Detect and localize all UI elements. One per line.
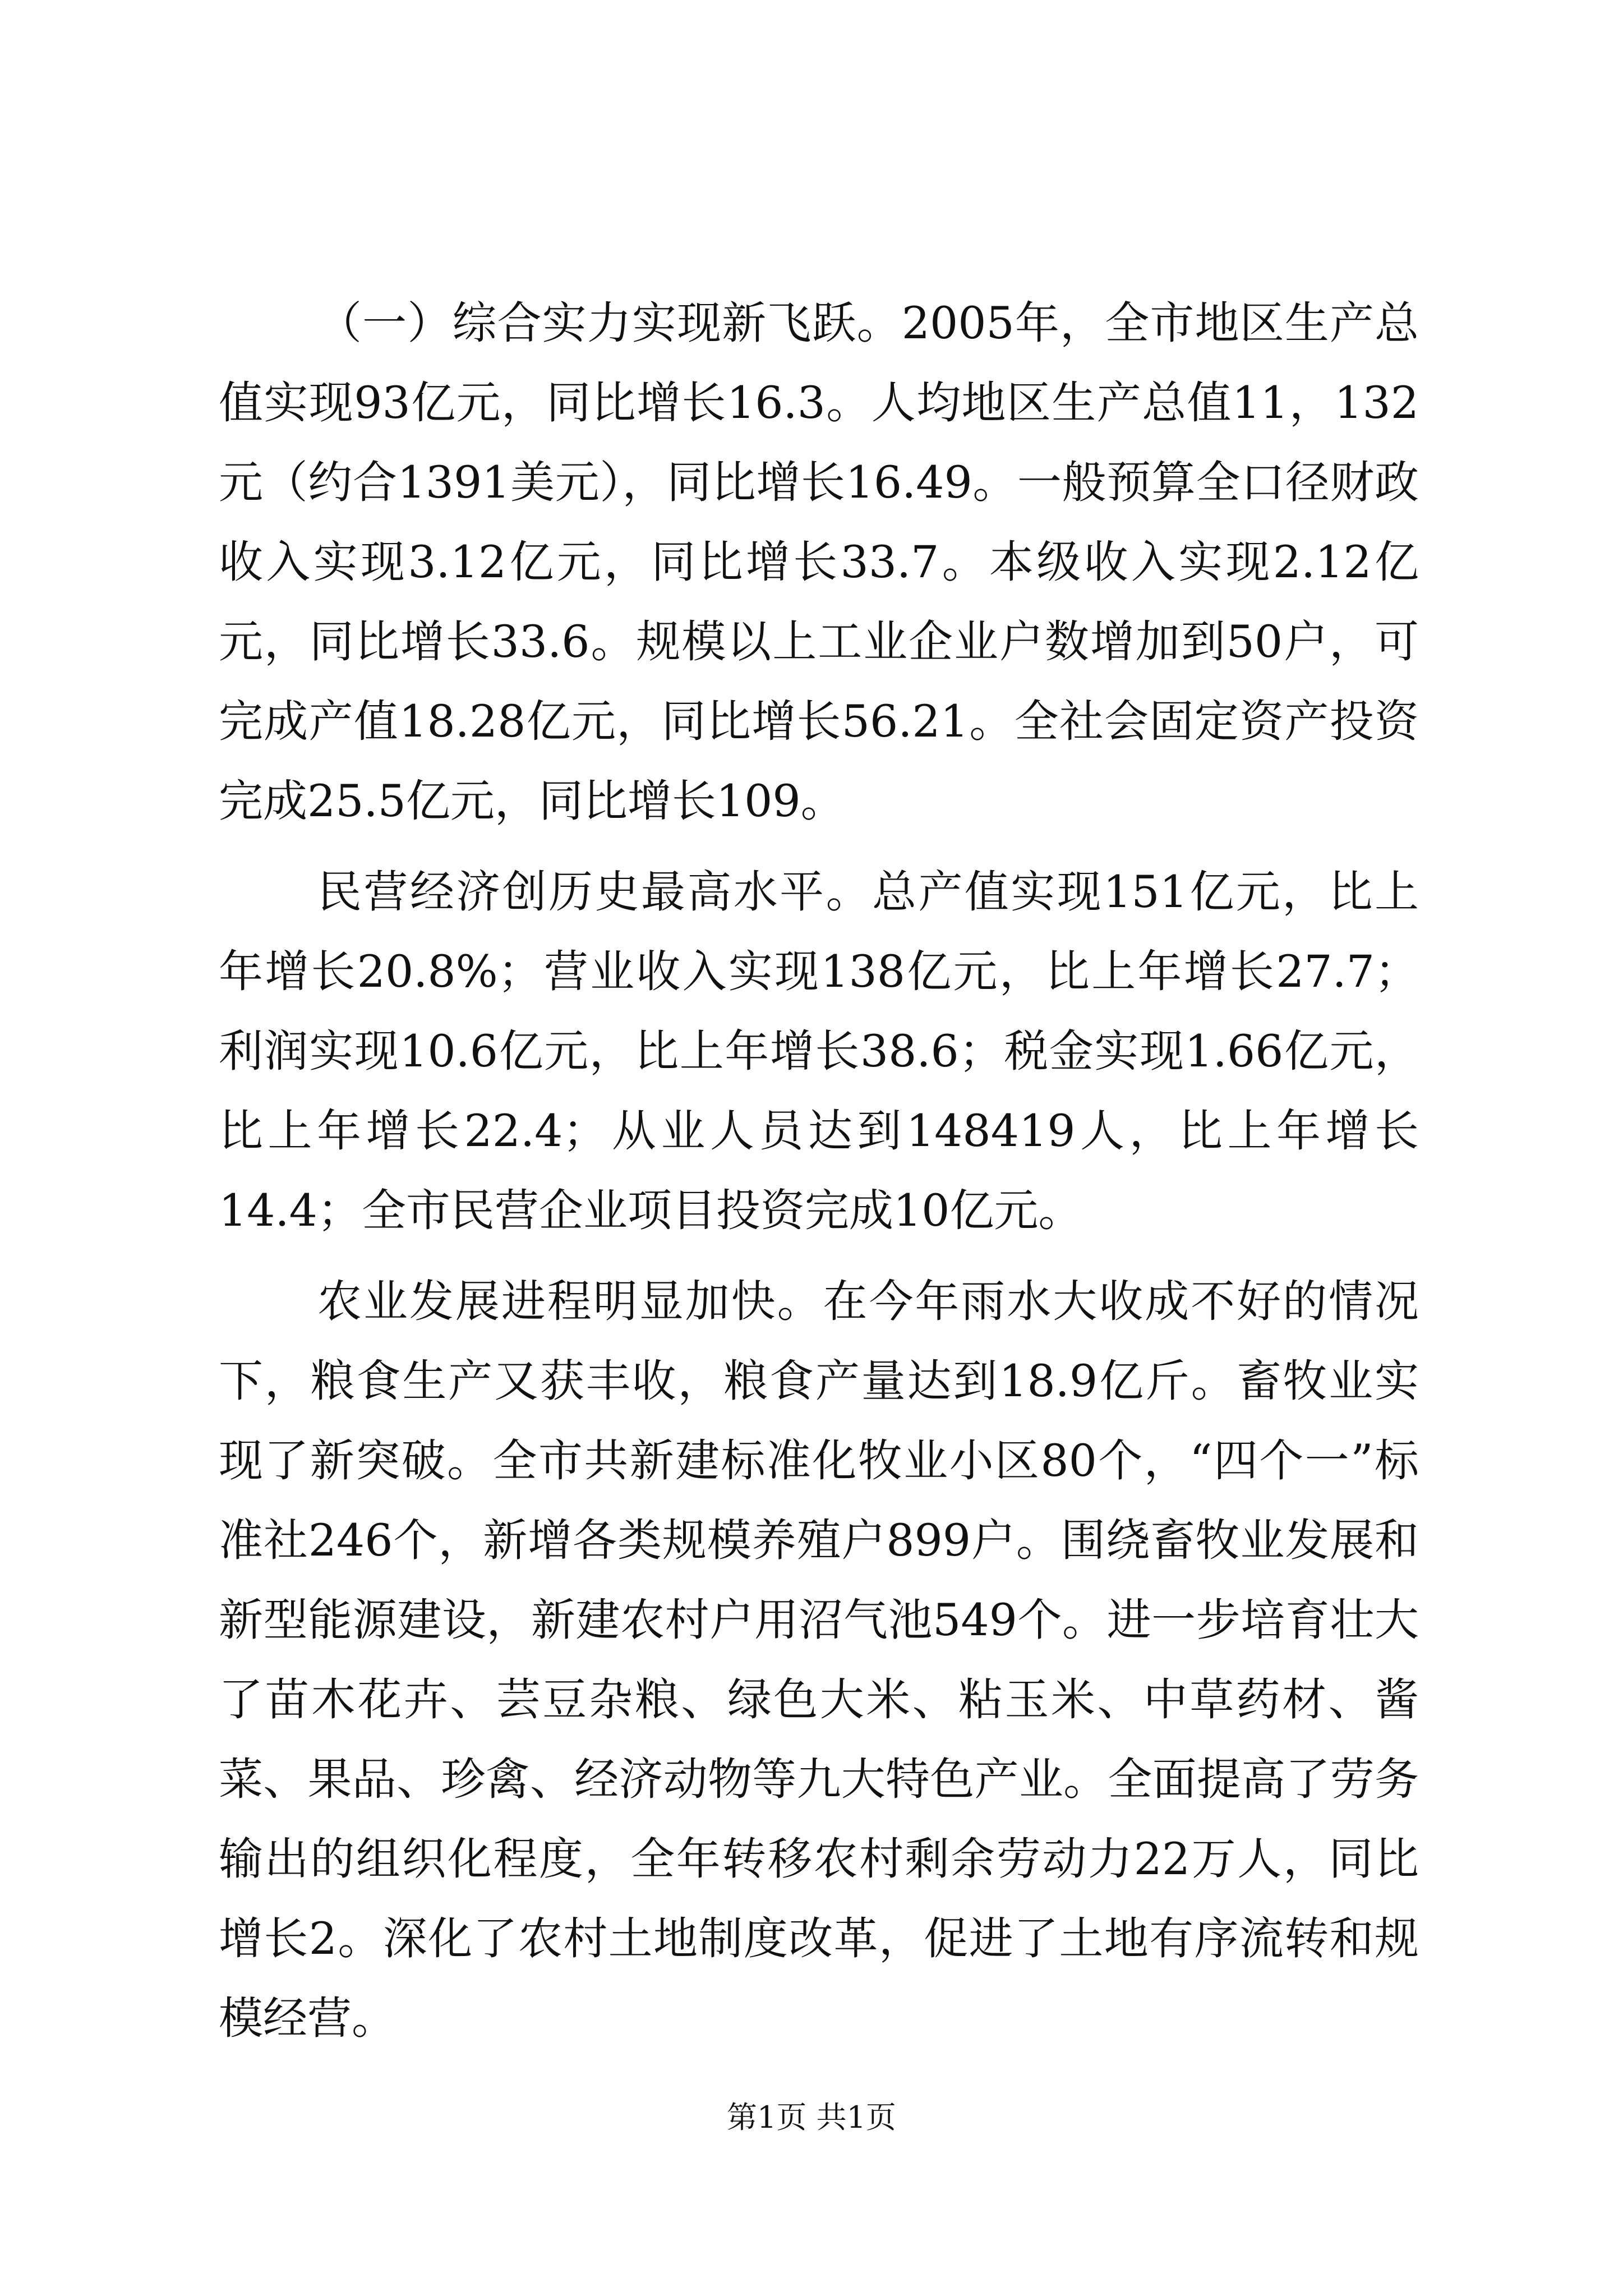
document-body xyxy=(219,283,1419,2069)
paragraph-comprehensive-strength: （一）综合实力实现新飞跃。2005年，全市地区生产总值实现93亿元，同比增长16.3。人均地区生产总值11，132元（约合1391美元），同比增长16.49。一般预算全口径财政收入实现3.12亿元，同比增长33.7。本级收入实现2.12亿元，同比增长33.6。规模以上工业企业户数增加到50户，可完成产值18.28亿元，同比增长56.21。全社会固定资产投资完成25.5亿元，同比增长109。 xyxy=(219,297,1419,827)
page-footer: 第1页 共1页 xyxy=(727,2100,896,2135)
paragraph-agriculture: 农业发展进程明显加快。在今年雨水大收成不好的情况下，粮食生产又获丰收，粮食产量达到18.9亿斤。畜牧业实现了新突破。全市共新建标准化牧业小区80个，“四个一”标准社246个，新增各类规模养殖户899户。围绕畜牧业发展和新型能源建设，新建农村户用沼气池549个。进一步培育壮大了苗木花卉、芸豆杂粮、绿色大米、粘玉米、中草药材、酱菜、果品、珍禽、经济动物等九大特色产业。全面提高了劳务输出的组织化程度，全年转移农村剩余劳动力22万人，同比增长2。深化了农村土地制度改革，促进了土地有序流转和规模经营。 xyxy=(219,1276,1419,2044)
paragraph-private-economy: 民营经济创历史最高水平。总产值实现151亿元，比上年增长20.8%；营业收入实现138亿元，比上年增长27.7；利润实现10.6亿元，比上年增长38.6；税金实现1.66亿元，比上年增长22.4；从业人员达到148419人，比上年增长14.4；全市民营企业项目投资完成10亿元。 xyxy=(219,866,1419,1236)
